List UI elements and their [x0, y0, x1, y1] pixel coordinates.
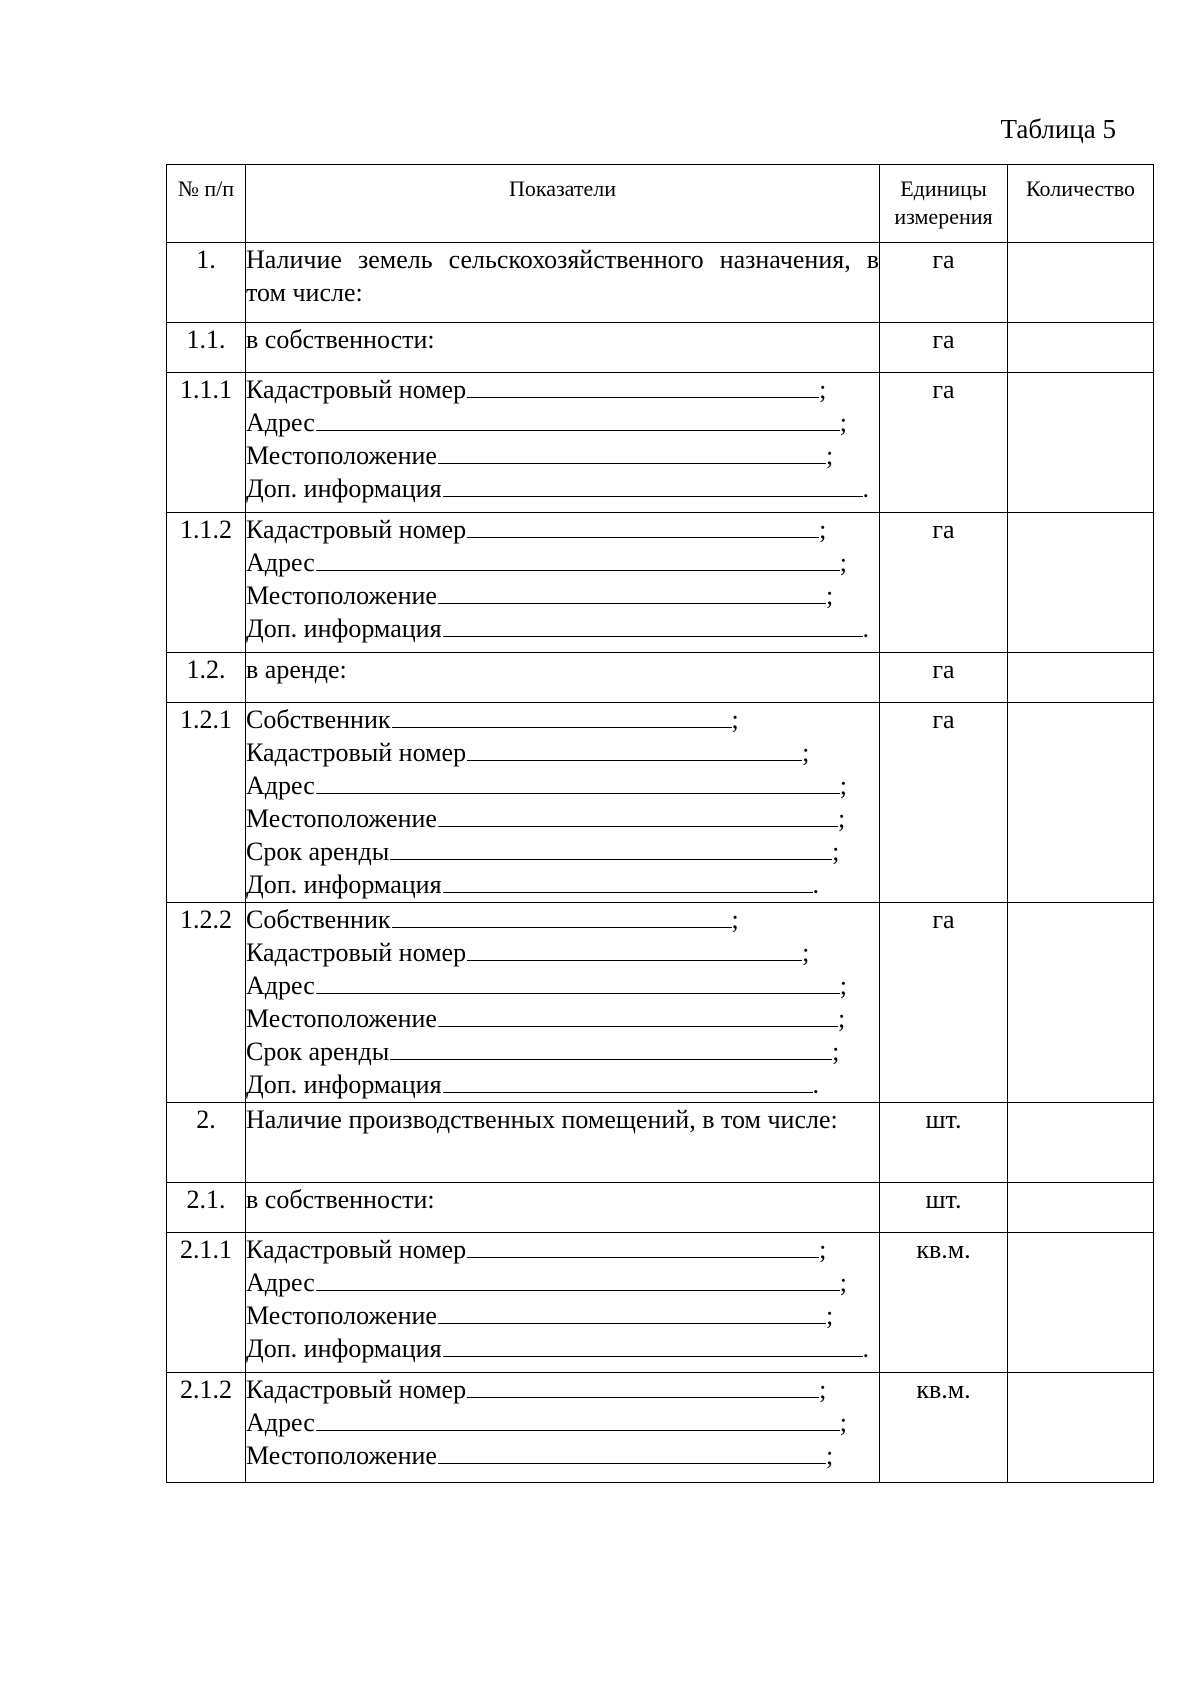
- row-indicator: [246, 1373, 880, 1483]
- row-indicator: [246, 373, 880, 513]
- quantity-cell[interactable]: [1008, 1103, 1154, 1183]
- table-row: [167, 703, 1154, 903]
- location-line: [246, 439, 879, 472]
- field-label: Адрес: [246, 1408, 315, 1437]
- cadastral-number-line: [246, 373, 879, 406]
- field-end: .: [812, 870, 820, 899]
- row-number: 2.1.: [167, 1183, 246, 1233]
- field-end: ;: [802, 738, 810, 767]
- table-row: [167, 653, 1154, 703]
- row-number: 1.2.1: [167, 703, 246, 903]
- field-label: Доп. информация: [246, 614, 442, 643]
- fill-blank[interactable]: [438, 1439, 826, 1464]
- row-unit: шт.: [880, 1103, 1008, 1183]
- fill-blank[interactable]: [438, 439, 826, 464]
- field-end: ;: [825, 581, 834, 610]
- row-unit: га: [880, 243, 1008, 323]
- field-label: Местоположение: [246, 441, 437, 470]
- row-unit: кв.м.: [880, 1233, 1008, 1373]
- row-number: 2.1.1: [167, 1233, 246, 1373]
- address-line: [246, 769, 879, 802]
- fill-blank[interactable]: [438, 802, 838, 827]
- field-end: ;: [825, 441, 834, 470]
- field-label: Адрес: [246, 771, 315, 800]
- field-end: ;: [832, 1037, 840, 1066]
- fill-blank[interactable]: [467, 373, 819, 398]
- row-unit: га: [880, 703, 1008, 903]
- field-end: ;: [825, 1441, 834, 1470]
- table-caption: Таблица 5: [1000, 114, 1116, 144]
- field-label: Кадастровый номер: [246, 375, 467, 404]
- quantity-cell[interactable]: [1008, 513, 1154, 653]
- row-unit: га: [880, 373, 1008, 513]
- cadastral-number-line: [246, 1373, 879, 1406]
- field-label: Доп. информация: [246, 1070, 442, 1099]
- field-end: ;: [819, 515, 827, 544]
- row-number: 1.: [167, 243, 246, 323]
- cadastral-number-line: [246, 513, 879, 546]
- header-indicator: Показатели: [246, 165, 880, 243]
- field-label: Срок аренды: [246, 837, 390, 866]
- fill-blank[interactable]: [467, 513, 819, 538]
- quantity-cell[interactable]: [1008, 653, 1154, 703]
- row-number: 1.2.2: [167, 903, 246, 1103]
- land-premises-table: [166, 164, 1154, 1483]
- row-indicator: в собственности:: [246, 323, 880, 373]
- fill-blank[interactable]: [443, 1068, 813, 1093]
- field-end: ;: [839, 548, 847, 577]
- address-line: [246, 1406, 879, 1439]
- field-end: .: [862, 474, 870, 503]
- cadastral-number-line: [246, 1233, 879, 1266]
- field-end: .: [862, 614, 870, 643]
- field-label: Местоположение: [246, 581, 437, 610]
- lease-term-line: [246, 835, 879, 868]
- extra-info-line: [246, 1332, 879, 1365]
- row-indicator: [246, 1233, 880, 1373]
- header-num: № п/п: [167, 165, 246, 243]
- field-end: ;: [839, 1268, 847, 1297]
- fill-blank[interactable]: [390, 835, 832, 860]
- header-quantity: Количество: [1008, 165, 1154, 243]
- location-line: [246, 1002, 879, 1035]
- field-end: ;: [802, 938, 810, 967]
- fill-blank[interactable]: [467, 1373, 819, 1398]
- field-label: Кадастровый номер: [246, 938, 467, 967]
- field-end: ;: [819, 1375, 827, 1404]
- row-indicator: в собственности:: [246, 1183, 880, 1233]
- fill-blank[interactable]: [443, 472, 863, 497]
- field-label: Собственник: [246, 905, 391, 934]
- row-unit: шт.: [880, 1183, 1008, 1233]
- quantity-cell[interactable]: [1008, 703, 1154, 903]
- row-unit: га: [880, 323, 1008, 373]
- table-row: [167, 1373, 1154, 1483]
- location-line: [246, 1299, 879, 1332]
- row-number: 1.1.: [167, 323, 246, 373]
- row-number: 1.1.1: [167, 373, 246, 513]
- address-line: [246, 406, 879, 439]
- location-line: [246, 1439, 879, 1472]
- fill-blank[interactable]: [390, 1035, 832, 1060]
- field-end: ;: [819, 1235, 827, 1264]
- table-row: [167, 373, 1154, 513]
- field-label: Местоположение: [246, 1301, 437, 1330]
- address-line: [246, 969, 879, 1002]
- field-label: Адрес: [246, 548, 315, 577]
- field-end: ;: [832, 837, 840, 866]
- quantity-cell[interactable]: [1008, 373, 1154, 513]
- field-label: Доп. информация: [246, 1334, 442, 1363]
- extra-info-line: [246, 1068, 879, 1101]
- fill-blank[interactable]: [438, 579, 826, 604]
- location-line: [246, 579, 879, 612]
- field-label: Срок аренды: [246, 1037, 390, 1066]
- field-end: .: [812, 1070, 820, 1099]
- field-end: ;: [731, 705, 739, 734]
- row-indicator: Наличие производственных помещений, в том числе:: [246, 1103, 880, 1183]
- quantity-cell[interactable]: [1008, 903, 1154, 1103]
- row-indicator: Наличие земель сельскохозяйственного назначения, в том числе:: [246, 243, 880, 323]
- fill-blank[interactable]: [443, 868, 813, 893]
- field-end: ;: [819, 375, 827, 404]
- field-end: ;: [837, 1004, 846, 1033]
- field-end: ;: [825, 1301, 834, 1330]
- fill-blank[interactable]: [316, 969, 840, 994]
- owner-line: [246, 703, 879, 736]
- lease-term-line: [246, 1035, 879, 1068]
- row-unit: га: [880, 513, 1008, 653]
- table-row: [167, 903, 1154, 1103]
- header-row: [167, 165, 1154, 243]
- row-indicator: [246, 703, 880, 903]
- fill-blank[interactable]: [392, 903, 732, 928]
- row-number: 1.2.: [167, 653, 246, 703]
- field-label: Местоположение: [246, 804, 437, 833]
- location-line: [246, 802, 879, 835]
- extra-info-line: [246, 612, 879, 645]
- fill-blank[interactable]: [316, 1266, 840, 1291]
- row-indicator: [246, 903, 880, 1103]
- field-label: Доп. информация: [246, 474, 442, 503]
- quantity-cell[interactable]: [1008, 243, 1154, 323]
- fill-blank[interactable]: [316, 1406, 840, 1431]
- field-end: ;: [839, 771, 847, 800]
- address-line: [246, 546, 879, 579]
- extra-info-line: [246, 472, 879, 505]
- field-label: Адрес: [246, 408, 315, 437]
- field-end: ;: [839, 408, 847, 437]
- fill-blank[interactable]: [443, 612, 863, 637]
- field-end: ;: [731, 905, 739, 934]
- table-row: [167, 1103, 1154, 1183]
- row-unit: га: [880, 653, 1008, 703]
- fill-blank[interactable]: [467, 736, 802, 761]
- quantity-cell[interactable]: [1008, 323, 1154, 373]
- row-number: 2.: [167, 1103, 246, 1183]
- field-label: Доп. информация: [246, 870, 442, 899]
- field-label: Местоположение: [246, 1441, 437, 1470]
- fill-blank[interactable]: [443, 1332, 863, 1357]
- field-label: Собственник: [246, 705, 391, 734]
- field-end: ;: [837, 804, 846, 833]
- field-end: ;: [839, 1408, 847, 1437]
- table-row: [167, 323, 1154, 373]
- quantity-cell[interactable]: [1008, 1183, 1154, 1233]
- field-label: Местоположение: [246, 1004, 437, 1033]
- table-row: [167, 243, 1154, 323]
- field-label: Кадастровый номер: [246, 1235, 467, 1264]
- quantity-cell[interactable]: [1008, 1233, 1154, 1373]
- field-label: Кадастровый номер: [246, 515, 467, 544]
- field-label: Кадастровый номер: [246, 1375, 467, 1404]
- fill-blank[interactable]: [316, 406, 840, 431]
- quantity-cell[interactable]: [1008, 1373, 1154, 1483]
- fill-blank[interactable]: [438, 1299, 826, 1324]
- field-label: Кадастровый номер: [246, 738, 467, 767]
- table-row: [167, 1233, 1154, 1373]
- fill-blank[interactable]: [392, 703, 732, 728]
- header-unit: Единицы измерения: [880, 165, 1008, 243]
- row-indicator: [246, 513, 880, 653]
- table-row: [167, 1183, 1154, 1233]
- fill-blank[interactable]: [467, 1233, 819, 1258]
- address-line: [246, 1266, 879, 1299]
- fill-blank[interactable]: [438, 1002, 838, 1027]
- row-indicator: в аренде:: [246, 653, 880, 703]
- fill-blank[interactable]: [467, 936, 802, 961]
- row-unit: кв.м.: [880, 1373, 1008, 1483]
- fill-blank[interactable]: [316, 769, 840, 794]
- cadastral-number-line: [246, 736, 879, 769]
- fill-blank[interactable]: [316, 546, 840, 571]
- row-unit: га: [880, 903, 1008, 1103]
- field-label: Адрес: [246, 1268, 315, 1297]
- field-end: .: [862, 1334, 870, 1363]
- row-number: 1.1.2: [167, 513, 246, 653]
- field-end: ;: [839, 971, 847, 1000]
- row-number: 2.1.2: [167, 1373, 246, 1483]
- owner-line: [246, 903, 879, 936]
- cadastral-number-line: [246, 936, 879, 969]
- field-label: Адрес: [246, 971, 315, 1000]
- table-row: [167, 513, 1154, 653]
- extra-info-line: [246, 868, 879, 901]
